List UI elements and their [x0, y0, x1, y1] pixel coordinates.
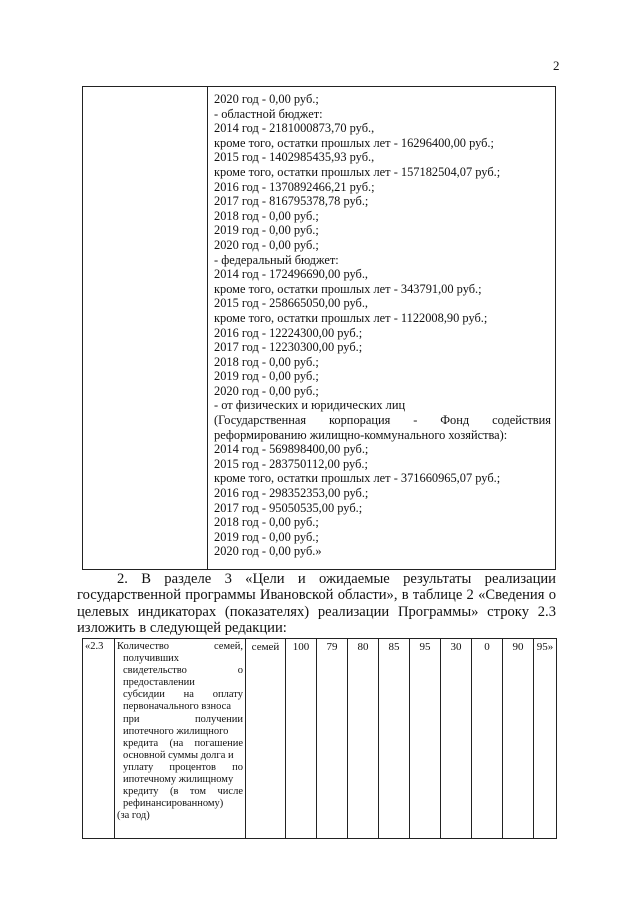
- row-unit: семей: [246, 639, 286, 839]
- funding-line: 2019 год - 0,00 руб.;: [214, 369, 319, 384]
- funding-line: 2020 год - 0,00 руб.;: [214, 237, 319, 252]
- paragraph-rest: государственной программы Ивановской области», в таблице 2 «Сведения о целевых индикаторах (показателях) реализации Программы» строку 2.3 изложить в следующей редакции:: [77, 587, 556, 637]
- funding-line: - федеральный бюджет:: [214, 252, 339, 267]
- description-line: уплату процентов по: [123, 761, 243, 773]
- description-line: ипотечному жилищному: [123, 774, 234, 786]
- funding-line: 2020 год - 0,00 руб.;: [214, 383, 319, 398]
- page-number: 2: [553, 58, 560, 73]
- value-cell: 100: [286, 639, 317, 839]
- value-cell: 79: [317, 639, 348, 839]
- funding-line: (Государственная корпорация - Фонд содействия: [214, 413, 551, 428]
- description-line: основной суммы долга и: [123, 749, 234, 761]
- value-cell: 85: [379, 639, 410, 839]
- amendment-paragraph: [77, 571, 556, 637]
- value-cell: 95: [410, 639, 441, 839]
- description-line: субсидии на оплату: [123, 689, 243, 701]
- funding-line: кроме того, остатки прошлых лет - 343791,00 руб.;: [214, 281, 482, 296]
- funding-line: 2017 год - 12230300,00 руб.;: [214, 340, 363, 355]
- funding-line: кроме того, остатки прошлых лет - 157182504,07 руб.;: [214, 164, 501, 179]
- funding-line: - от физических и юридических лиц: [214, 398, 406, 413]
- funding-text: [214, 92, 551, 559]
- funding-line: - областной бюджет:: [214, 106, 323, 121]
- value-cell: 30: [441, 639, 472, 839]
- description-line: (за год): [117, 810, 150, 822]
- funding-line: 2017 год - 95050535,00 руб.;: [214, 500, 363, 515]
- funding-line: реформированию жилищно-коммунального хозяйства):: [214, 427, 508, 442]
- funding-line: 2015 год - 283750112,00 руб.;: [214, 456, 368, 471]
- funding-line: 2015 год - 1402985435,93 руб.,: [214, 150, 375, 165]
- description-line: при получении: [123, 713, 243, 725]
- paragraph-first-line: 2. В разделе 3 «Цели и ожидаемые результаты реализации: [117, 571, 556, 587]
- funding-line: 2019 год - 0,00 руб.;: [214, 223, 319, 238]
- description-line: рефинансированному): [123, 798, 224, 810]
- description-line: ипотечного жилищного: [123, 725, 229, 737]
- value-cell: 80: [348, 639, 379, 839]
- description-line: свидетельство о: [123, 665, 243, 677]
- description-line: Количество семей,: [117, 641, 243, 652]
- value-cell: 0: [472, 639, 503, 839]
- funding-line: кроме того, остатки прошлых лет - 371660965,07 руб.;: [214, 471, 501, 486]
- value-cell: 90: [503, 639, 534, 839]
- funding-line: 2018 год - 0,00 руб.;: [214, 354, 319, 369]
- value-cell: 95»: [534, 639, 557, 839]
- funding-line: 2018 год - 0,00 руб.;: [214, 515, 319, 530]
- funding-line: 2016 год - 12224300,00 руб.;: [214, 325, 363, 340]
- description-line: предоставлении: [123, 677, 195, 689]
- funding-line: 2018 год - 0,00 руб.;: [214, 208, 319, 223]
- funding-table: [82, 86, 556, 570]
- description-line: кредиту (в том числе: [123, 786, 243, 798]
- funding-line: 2019 год - 0,00 руб.;: [214, 529, 319, 544]
- row-description: [115, 639, 246, 839]
- row-number: «2.3: [83, 639, 115, 839]
- funding-line: 2015 год - 258665050,00 руб.,: [214, 296, 369, 311]
- funding-line: кроме того, остатки прошлых лет - 1122008,90 руб.;: [214, 310, 488, 325]
- description-line: получивших: [123, 653, 180, 665]
- funding-line: 2016 год - 1370892466,21 руб.;: [214, 179, 375, 194]
- funding-line: 2014 год - 569898400,00 руб.;: [214, 442, 369, 457]
- funding-line: 2016 год - 298352353,00 руб.;: [214, 486, 369, 501]
- funding-line: 2017 год - 816795378,78 руб.;: [214, 194, 369, 209]
- funding-line: 2014 год - 2181000873,70 руб.,: [214, 121, 375, 136]
- funding-line: кроме того, остатки прошлых лет - 16296400,00 руб.;: [214, 135, 494, 150]
- indicator-table: [82, 638, 557, 839]
- table-row: [83, 639, 557, 839]
- table-divider: [207, 87, 208, 569]
- description-line: первоначального взноса: [123, 701, 232, 713]
- funding-line: 2014 год - 172496690,00 руб.,: [214, 267, 369, 282]
- funding-line: 2020 год - 0,00 руб.;: [214, 92, 319, 106]
- funding-line: 2020 год - 0,00 руб.»: [214, 544, 322, 559]
- description-line: кредита (на погашение: [123, 737, 243, 749]
